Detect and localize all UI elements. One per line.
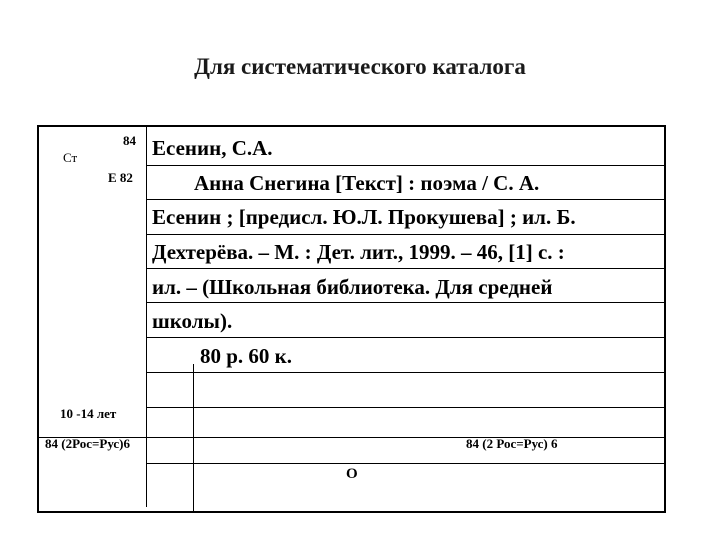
bottom-left-index: 84 (2Рос=Рус)6 <box>45 436 131 451</box>
hole-mark: О <box>346 466 358 482</box>
author-mark: Е 82 <box>108 170 133 185</box>
bottom-right-index: 84 (2 Рос=Рус) 6 <box>466 436 558 451</box>
card-row-line <box>146 165 664 166</box>
description-line: Дехтерёва. – М. : Дет. лит., 1999. – 46, [1] с. : <box>152 240 565 264</box>
class-index: 84 <box>123 133 136 148</box>
description-line: школы). <box>152 309 233 333</box>
author-heading: Есенин, С.А. <box>152 136 273 160</box>
description-line: Анна Снегина [Текст] : поэма / С. А. <box>194 171 540 195</box>
card-row-line <box>146 463 664 464</box>
card-row-line <box>146 234 664 235</box>
card-row-line <box>146 268 664 269</box>
location-code: Ст <box>63 150 78 165</box>
card-row-line <box>146 199 664 200</box>
price: 80 р. 60 к. <box>200 344 293 368</box>
page-title: Для систематического каталога <box>194 54 526 79</box>
card-divider-right <box>193 364 194 512</box>
card-row-line <box>146 407 664 408</box>
card-row-line <box>39 437 664 438</box>
age-mark: 10 -14 лет <box>60 406 117 421</box>
card-divider-left <box>146 127 147 507</box>
card-row-line <box>146 372 664 373</box>
description-line: Есенин ; [предисл. Ю.Л. Прокушева] ; ил. Б. <box>152 205 576 229</box>
description-line: ил. – (Школьная библиотека. Для средней <box>152 275 553 299</box>
card-row-line <box>146 337 664 338</box>
catalog-card <box>37 125 666 513</box>
card-row-line <box>146 302 664 303</box>
